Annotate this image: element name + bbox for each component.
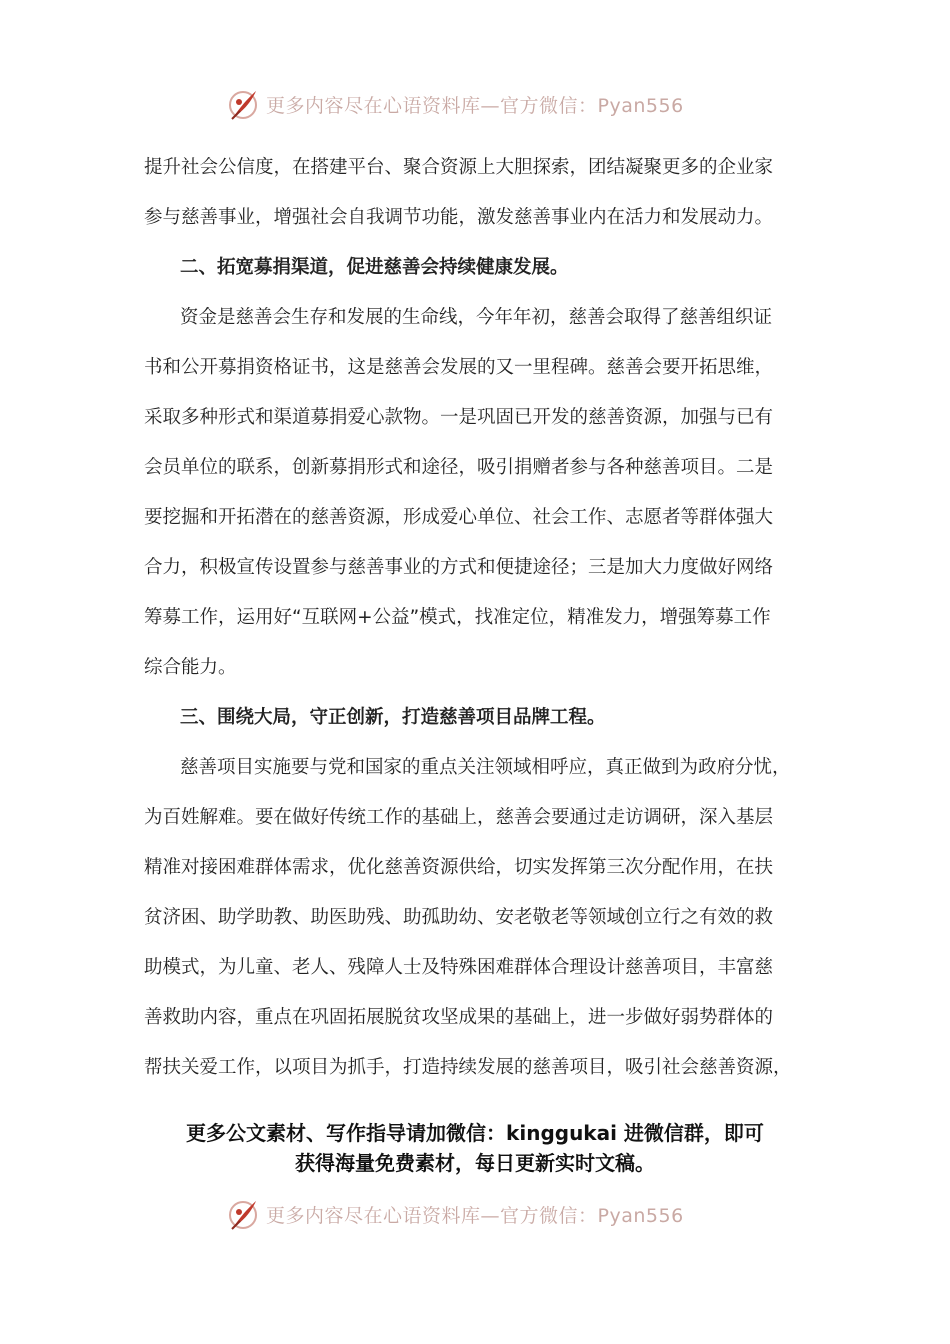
paragraph-line: 资金是慈善会生存和发展的生命线，今年年初，慈善会取得了慈善组织证 — [180, 307, 773, 328]
footer-note — [100, 1118, 850, 1178]
paragraph-line: 精准对接困难群体需求，优化慈善资源供给，切实发挥第三次分配作用，在扶 — [144, 857, 774, 878]
section-heading: 二、拓宽募捐渠道，促进慈善会持续健康发展。 — [180, 257, 569, 278]
paragraph-line: 助模式，为儿童、老人、残障人士及特殊困难群体合理设计慈善项目，丰富慈 — [144, 957, 774, 978]
paragraph-line: 综合能力。 — [144, 657, 237, 678]
banner-wechat-id: Pyan556 — [597, 94, 684, 117]
paragraph-line: 参与慈善事业，增强社会自我调节功能，激发慈善事业内在活力和发展动力。 — [144, 207, 774, 228]
quill-pen-logo-icon — [226, 1196, 262, 1232]
paragraph-line: 贫济困、助学助教、助医助残、助孤助幼、安老敬老等领域创立行之有效的救 — [144, 907, 774, 928]
paragraph-line: 慈善项目实施要与党和国家的重点关注领域相呼应，真正做到为政府分忧， — [180, 757, 791, 778]
paragraph-line: 采取多种形式和渠道募捐爱心款物。一是巩固已开发的慈善资源，加强与已有 — [144, 407, 774, 428]
banner-wechat-id: Pyan556 — [597, 1204, 684, 1227]
document-body — [144, 143, 814, 1093]
paragraph-line: 书和公开募捐资格证书，这是慈善会发展的又一里程碑。慈善会要开拓思维， — [144, 357, 774, 378]
paragraph-line: 要挖掘和开拓潜在的慈善资源，形成爱心单位、社会工作、志愿者等群体强大 — [144, 507, 774, 528]
paragraph-line: 筹募工作，运用好“互联网+公益”模式，找准定位，精准发力，增强筹募工作 — [144, 607, 771, 628]
quill-pen-logo-icon — [226, 86, 262, 122]
footer-banner — [0, 1194, 950, 1234]
banner-text: 更多内容尽在心语资料库—官方微信：Pyan556 — [266, 94, 684, 117]
section-heading: 三、围绕大局，守正创新，打造慈善项目品牌工程。 — [180, 707, 606, 728]
paragraph-line: 合力，积极宣传设置参与慈善事业的方式和便捷途径；三是加大力度做好网络 — [144, 557, 774, 578]
paragraph-line: 帮扶关爱工作，以项目为抓手，打造持续发展的慈善项目，吸引社会慈善资源， — [144, 1057, 792, 1078]
paragraph-line: 提升社会公信度，在搭建平台、聚合资源上大胆探索，团结凝聚更多的企业家 — [144, 157, 774, 178]
footer-note-line-1: 更多公文素材、写作指导请加微信：kinggukai 进微信群，即可 — [186, 1121, 764, 1145]
paragraph-line: 善救助内容，重点在巩固拓展脱贫攻坚成果的基础上，进一步做好弱势群体的 — [144, 1007, 774, 1028]
footer-note-line-2: 获得海量免费素材，每日更新实时文稿。 — [295, 1151, 655, 1175]
header-banner — [0, 84, 950, 124]
paragraph-line: 会员单位的联系，创新募捐形式和途径，吸引捐赠者参与各种慈善项目。二是 — [144, 457, 774, 478]
banner-text: 更多内容尽在心语资料库—官方微信：Pyan556 — [266, 1204, 684, 1227]
paragraph-line: 为百姓解难。要在做好传统工作的基础上，慈善会要通过走访调研，深入基层 — [144, 807, 774, 828]
